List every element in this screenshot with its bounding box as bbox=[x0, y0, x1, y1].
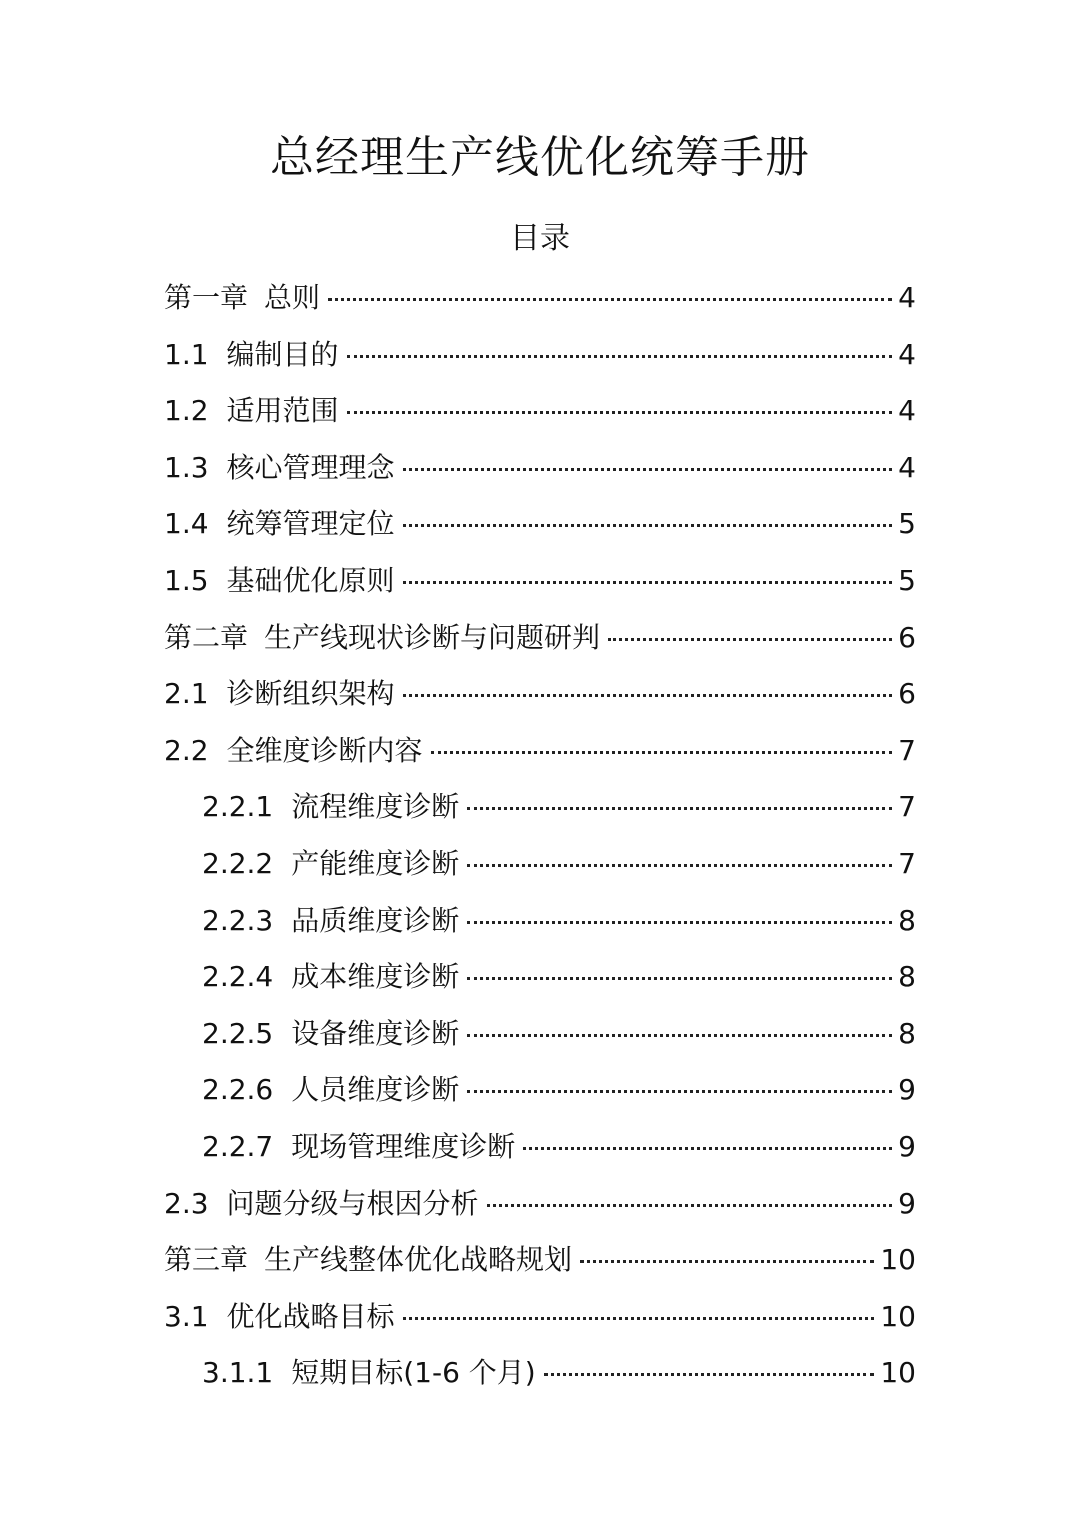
toc-dot-leader bbox=[403, 524, 893, 527]
toc-dot-leader bbox=[403, 468, 893, 471]
toc-entry-number: 2.1 bbox=[164, 677, 209, 711]
toc-dot-leader bbox=[467, 977, 892, 980]
toc-entry-title: 优化战略目标 bbox=[226, 1299, 395, 1333]
toc-entry[interactable] bbox=[164, 779, 916, 836]
toc-entry-page-number: 4 bbox=[898, 281, 916, 314]
toc-entry-title: 诊断组织架构 bbox=[226, 677, 395, 711]
toc-entry-page-number: 7 bbox=[898, 733, 916, 767]
toc-dot-leader bbox=[403, 581, 893, 584]
toc-entry-title: 编制目的 bbox=[226, 337, 339, 371]
toc-entry-title: 统筹管理定位 bbox=[226, 507, 395, 541]
toc-entry[interactable] bbox=[164, 836, 916, 893]
toc-entry-number: 2.2.7 bbox=[202, 1129, 274, 1163]
toc-entry-title: 问题分级与根因分析 bbox=[226, 1186, 479, 1220]
toc-entry-title: 产能维度诊断 bbox=[291, 846, 460, 880]
toc-entry[interactable] bbox=[164, 1289, 916, 1346]
toc-entry-title: 生产线现状诊断与问题研判 bbox=[264, 620, 601, 654]
toc-entry-page-number: 7 bbox=[898, 790, 916, 824]
toc-entry-title: 成本维度诊断 bbox=[291, 960, 460, 994]
toc-entry-number: 第三章 bbox=[164, 1243, 249, 1277]
toc-dot-leader bbox=[608, 638, 892, 641]
toc-dot-leader bbox=[467, 1034, 892, 1037]
toc-dot-leader bbox=[467, 1090, 892, 1093]
toc-entry-number: 1.3 bbox=[164, 450, 209, 484]
toc-entry-page-number: 4 bbox=[898, 450, 916, 484]
toc-entry-page-number: 4 bbox=[898, 337, 916, 371]
toc-entry-title: 生产线整体优化战略规划 bbox=[264, 1243, 573, 1277]
toc-entry[interactable] bbox=[164, 1176, 916, 1233]
toc-entry-number: 3.1 bbox=[164, 1299, 209, 1333]
toc-entry-number: 第二章 bbox=[164, 620, 249, 654]
toc-entry[interactable] bbox=[164, 496, 916, 553]
toc-entry-number: 2.2.3 bbox=[202, 903, 274, 937]
toc-entry-title: 人员维度诊断 bbox=[291, 1073, 460, 1107]
toc-entry-title: 适用范围 bbox=[226, 394, 339, 428]
toc-entry-number: 1.4 bbox=[164, 507, 209, 541]
toc-entry-page-number: 9 bbox=[898, 1129, 916, 1163]
toc-entry-title: 现场管理维度诊断 bbox=[291, 1129, 516, 1163]
toc-entry-page-number: 5 bbox=[898, 507, 916, 541]
toc-entry-number: 2.2.2 bbox=[202, 846, 274, 880]
toc-entry-title: 流程维度诊断 bbox=[291, 790, 460, 824]
toc-dot-leader bbox=[467, 807, 892, 810]
toc-dot-leader bbox=[328, 298, 892, 301]
toc-entry[interactable] bbox=[164, 383, 916, 440]
toc-entry-page-number: 10 bbox=[880, 1356, 916, 1390]
toc-entry[interactable] bbox=[164, 1345, 916, 1402]
toc-entry-title: 全维度诊断内容 bbox=[226, 733, 423, 767]
toc-entry-page-number: 6 bbox=[898, 677, 916, 711]
toc-dot-leader bbox=[403, 1317, 875, 1320]
toc-entry-page-number: 5 bbox=[898, 563, 916, 597]
toc-entry[interactable] bbox=[164, 327, 916, 384]
toc-entry-page-number: 4 bbox=[898, 394, 916, 428]
toc-entry-page-number: 7 bbox=[898, 846, 916, 880]
toc-entry-page-number: 8 bbox=[898, 960, 916, 994]
toc-entry-title: 总则 bbox=[264, 281, 321, 314]
toc-entry-page-number: 9 bbox=[898, 1073, 916, 1107]
toc-entry[interactable] bbox=[164, 949, 916, 1006]
toc-entry-number: 1.5 bbox=[164, 563, 209, 597]
toc-entry-number: 第一章 bbox=[164, 281, 249, 314]
toc-entry-title: 核心管理理念 bbox=[226, 450, 395, 484]
toc-entry-page-number: 9 bbox=[898, 1186, 916, 1220]
toc-entry-page-number: 6 bbox=[898, 620, 916, 654]
toc-dot-leader bbox=[347, 411, 893, 414]
toc-dot-leader bbox=[431, 751, 893, 754]
toc-entry-title: 基础优化原则 bbox=[226, 563, 395, 597]
toc-entry[interactable] bbox=[164, 610, 916, 667]
toc-entry[interactable] bbox=[164, 1119, 916, 1176]
toc-entry-page-number: 8 bbox=[898, 903, 916, 937]
toc-entry[interactable] bbox=[164, 893, 916, 950]
toc-entry-number: 3.1.1 bbox=[202, 1356, 274, 1390]
toc-entry-title: 品质维度诊断 bbox=[291, 903, 460, 937]
toc-entry[interactable] bbox=[164, 666, 916, 723]
toc-dot-leader bbox=[580, 1260, 874, 1263]
toc-dot-leader bbox=[467, 864, 892, 867]
toc-entry[interactable] bbox=[164, 440, 916, 497]
toc-dot-leader bbox=[347, 355, 893, 358]
toc-entry-title: 短期目标(1-6 个月) bbox=[291, 1356, 536, 1390]
toc-dot-leader bbox=[487, 1204, 893, 1207]
toc-entry[interactable] bbox=[164, 1006, 916, 1063]
toc-entry-number: 2.2.6 bbox=[202, 1073, 274, 1107]
toc-entry-number: 2.2.1 bbox=[202, 790, 274, 824]
toc-entry-title: 设备维度诊断 bbox=[291, 1016, 460, 1050]
toc-entry-page-number: 10 bbox=[880, 1299, 916, 1333]
toc-entry-number: 2.2.5 bbox=[202, 1016, 274, 1050]
toc-entry[interactable] bbox=[164, 723, 916, 780]
toc-entry-number: 2.2 bbox=[164, 733, 209, 767]
toc-entry-number: 2.3 bbox=[164, 1186, 209, 1220]
toc-entry[interactable] bbox=[164, 553, 916, 610]
toc-entry-number: 1.2 bbox=[164, 394, 209, 428]
toc-entry-page-number: 8 bbox=[898, 1016, 916, 1050]
toc-entry-number: 1.1 bbox=[164, 337, 209, 371]
toc-heading: 目录 bbox=[510, 221, 570, 256]
toc-entry[interactable] bbox=[164, 1062, 916, 1119]
table-of-contents bbox=[164, 270, 916, 1402]
document-title: 总经理生产线优化统筹手册 bbox=[270, 132, 810, 183]
toc-entry[interactable] bbox=[164, 1232, 916, 1289]
toc-dot-leader bbox=[544, 1373, 875, 1376]
toc-entry-number: 2.2.4 bbox=[202, 960, 274, 994]
toc-dot-leader bbox=[467, 921, 892, 924]
toc-entry[interactable] bbox=[164, 270, 916, 327]
toc-entry-page-number: 10 bbox=[880, 1243, 916, 1277]
toc-dot-leader bbox=[403, 694, 893, 697]
toc-dot-leader bbox=[523, 1147, 892, 1150]
